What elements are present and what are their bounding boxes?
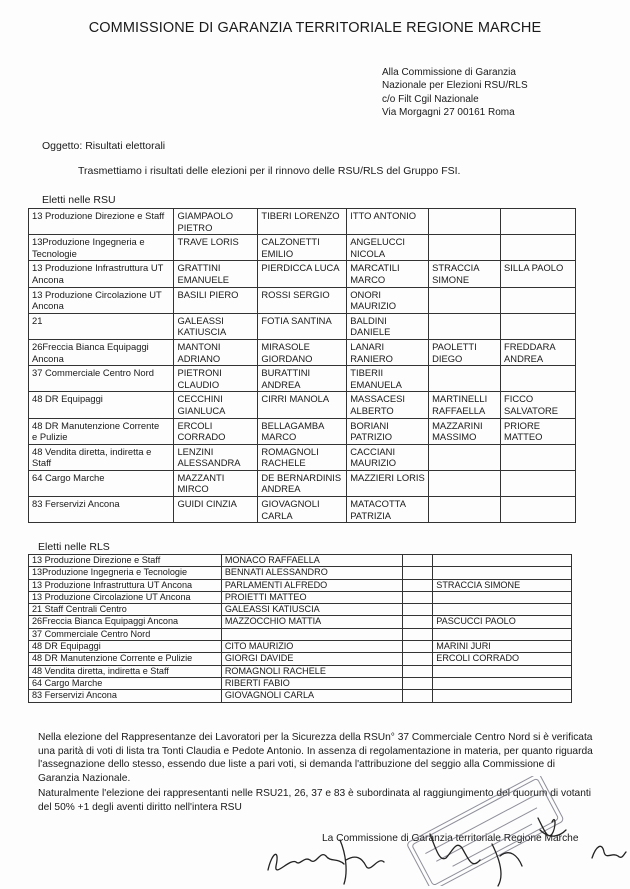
rsu-table-row <box>29 235 576 261</box>
rsu-elected-cell: BORIANI PATRIZIO <box>347 418 429 444</box>
rsu-unit-cell: 13 Produzione Circolazione UT Ancona <box>29 287 174 313</box>
rsu-elected-cell: ERCOLI CORRADO <box>174 418 258 444</box>
rls-elected-cell <box>403 579 433 591</box>
rsu-elected-cell <box>429 287 501 313</box>
rsu-unit-cell: 64 Cargo Marche <box>29 470 174 496</box>
rsu-table-row <box>29 339 576 365</box>
rsu-elected-cell: MATACOTTA PATRIZIA <box>347 497 429 523</box>
rls-unit-cell: 48 Vendita diretta, indiretta e Staff <box>29 665 222 677</box>
rls-elected-cell <box>403 690 433 702</box>
rls-table-row <box>29 628 572 640</box>
rls-unit-cell: 26Freccia Bianca Equipaggi Ancona <box>29 616 222 628</box>
rls-elected-cell <box>403 591 433 603</box>
rsu-elected-cell: FREDDARA ANDREA <box>501 339 576 365</box>
rls-unit-cell: 13 Produzione Direzione e Staff <box>29 555 222 567</box>
rls-elected-table <box>28 554 572 703</box>
rsu-elected-cell <box>501 209 576 235</box>
rsu-elected-cell: BALDINI DANIELE <box>347 313 429 339</box>
rsu-elected-cell <box>501 366 576 392</box>
rls-elected-cell <box>403 665 433 677</box>
rls-elected-cell <box>403 677 433 689</box>
rsu-section-label: Eletti nelle RSU <box>42 194 116 206</box>
rls-elected-cell: GALEASSI KATIUSCIA <box>221 604 403 616</box>
rls-elected-cell <box>403 628 433 640</box>
address-line: c/o Filt Cgil Nazionale <box>382 93 479 105</box>
rls-elected-cell <box>433 628 572 640</box>
rsu-table-row <box>29 392 576 418</box>
rsu-unit-cell: 13Produzione Ingegneria e Tecnologie <box>29 235 174 261</box>
rsu-elected-cell: ANGELUCCI NICOLA <box>347 235 429 261</box>
quorum-note-paragraph: Naturalmente l'elezione dei rappresentanti nelle RSU21, 26, 37 e 83 è subordinata al raggiungimento del quorum di votanti del 50% +1 degli aventi diritto nell'intera RSU <box>38 788 591 813</box>
rls-elected-cell <box>221 628 403 640</box>
rls-elected-cell <box>403 641 433 653</box>
rsu-elected-cell: PIERDICCA LUCA <box>258 261 347 287</box>
rls-unit-cell: 48 DR Equipaggi <box>29 641 222 653</box>
subject-line: Oggetto: Risultati elettorali <box>42 140 166 152</box>
rls-unit-cell: 48 DR Manutenzione Corrente e Pulizie <box>29 653 222 665</box>
rsu-elected-cell: GRATTINI EMANUELE <box>174 261 258 287</box>
rls-elected-cell <box>433 567 572 579</box>
rsu-elected-cell: ONORI MAURIZIO <box>347 287 429 313</box>
rsu-table-row <box>29 418 576 444</box>
rls-table-row <box>29 653 572 665</box>
rls-unit-cell: 13 Produzione Infrastruttura UT Ancona <box>29 579 222 591</box>
rsu-elected-cell <box>429 366 501 392</box>
rsu-table-row <box>29 366 576 392</box>
rsu-elected-cell: FICCO SALVATORE <box>501 392 576 418</box>
rsu-elected-cell: CALZONETTI EMILIO <box>258 235 347 261</box>
rls-elected-cell: STRACCIA SIMONE <box>433 579 572 591</box>
rsu-elected-cell <box>429 313 501 339</box>
rls-elected-cell <box>403 555 433 567</box>
rls-elected-cell: CITO MAURIZIO <box>221 641 403 653</box>
rls-elected-cell: GIOVAGNOLI CARLA <box>221 690 403 702</box>
rsu-elected-cell: GUIDI CINZIA <box>174 497 258 523</box>
rsu-elected-cell: CACCIANI MAURIZIO <box>347 444 429 470</box>
rsu-elected-table <box>28 208 576 523</box>
rsu-elected-cell: CECCHINI GIANLUCA <box>174 392 258 418</box>
rsu-elected-cell <box>429 470 501 496</box>
rsu-unit-cell: 37 Commerciale Centro Nord <box>29 366 174 392</box>
rsu-elected-cell: MAZZIERI LORIS <box>347 470 429 496</box>
rsu-table-row <box>29 287 576 313</box>
rsu-elected-cell: DE BERNARDINIS ANDREA <box>258 470 347 496</box>
rls-unit-cell: 37 Commerciale Centro Nord <box>29 628 222 640</box>
rsu-elected-cell: MASSACESI ALBERTO <box>347 392 429 418</box>
rls-elected-cell <box>403 604 433 616</box>
rsu-table-row <box>29 444 576 470</box>
rls-elected-cell: MONACO RAFFAELLA <box>221 555 403 567</box>
address-line: Via Morgagni 27 00161 Roma <box>382 107 515 119</box>
rls-elected-cell: ERCOLI CORRADO <box>433 653 572 665</box>
rls-elected-cell: PROIETTI MATTEO <box>221 591 403 603</box>
rsu-table-row <box>29 209 576 235</box>
rls-table-row <box>29 690 572 702</box>
rsu-elected-cell <box>429 444 501 470</box>
rls-table-row <box>29 604 572 616</box>
rsu-table-row <box>29 470 576 496</box>
rsu-elected-cell: STRACCIA SIMONE <box>429 261 501 287</box>
rsu-elected-cell: BASILI PIERO <box>174 287 258 313</box>
rls-unit-cell: 64 Cargo Marche <box>29 677 222 689</box>
rls-elected-cell <box>433 690 572 702</box>
rls-unit-cell: 13 Produzione Circolazione UT Ancona <box>29 591 222 603</box>
rsu-table-row <box>29 497 576 523</box>
rsu-elected-cell: FOTIA SANTINA <box>258 313 347 339</box>
rls-elected-cell <box>403 567 433 579</box>
rls-elected-cell <box>433 665 572 677</box>
parity-note-paragraph: Nella elezione del Rappresentanze dei Lavoratori per la Sicurezza della RSUn° 37 Commerciale Centro Nord si è verificata una parità di voti di lista tra Tonti Claudia e Pedote Antonio. In assenza di regolamentazione in materia, per quanto riguarda l'assegnazione dello stesso, essendo due liste a pari voti, si demanda l'attribuzione del seggio alla Commissione di Garanzia Nazionale. <box>38 732 593 785</box>
recipient-address <box>382 66 528 120</box>
rsu-elected-cell: MARCATILI MARCO <box>347 261 429 287</box>
rsu-elected-cell <box>501 444 576 470</box>
rsu-elected-cell: MIRASOLE GIORDANO <box>258 339 347 365</box>
rls-unit-cell: 21 Staff Centrali Centro <box>29 604 222 616</box>
rsu-unit-cell: 48 Vendita diretta, indiretta e Staff <box>29 444 174 470</box>
intro-text: Trasmettiamo i risultati delle elezioni per il rinnovo delle RSU/RLS del Gruppo FSI. <box>78 165 461 177</box>
rsu-table-row <box>29 261 576 287</box>
rls-elected-cell <box>403 653 433 665</box>
rsu-elected-cell: MANTONI ADRIANO <box>174 339 258 365</box>
rls-table-row <box>29 567 572 579</box>
rsu-elected-cell: MARTINELLI RAFFAELLA <box>429 392 501 418</box>
rls-elected-cell: MAZZOCCHIO MATTIA <box>221 616 403 628</box>
rls-elected-cell: MARINI JURI <box>433 641 572 653</box>
rsu-elected-cell: MAZZANTI MIRCO <box>174 470 258 496</box>
address-line: Alla Commissione di Garanzia <box>382 67 516 78</box>
rls-elected-cell: PASCUCCI PAOLO <box>433 616 572 628</box>
rsu-elected-cell: PAOLETTI DIEGO <box>429 339 501 365</box>
document-title: COMMISSIONE DI GARANZIA TERRITORIALE REGIONE MARCHE <box>88 20 542 36</box>
rls-table-row <box>29 579 572 591</box>
rsu-table-row <box>29 313 576 339</box>
rsu-elected-cell: LANARI RANIERO <box>347 339 429 365</box>
rsu-elected-cell <box>501 470 576 496</box>
rsu-elected-cell: MAZZARINI MASSIMO <box>429 418 501 444</box>
rsu-elected-cell: TIBERII EMANUELA <box>347 366 429 392</box>
rls-elected-cell: RIBERTI FABIO <box>221 677 403 689</box>
rsu-unit-cell: 13 Produzione Infrastruttura UT Ancona <box>29 261 174 287</box>
rls-unit-cell: 13Produzione Ingegneria e Tecnologie <box>29 567 222 579</box>
rls-unit-cell: 83 Ferservizi Ancona <box>29 690 222 702</box>
rls-table-row <box>29 591 572 603</box>
rls-elected-cell <box>403 616 433 628</box>
signature-line: La Commissione di Garanzia territoriale Regione Marche <box>322 833 579 844</box>
rsu-elected-cell <box>501 287 576 313</box>
rsu-unit-cell: 26Freccia Bianca Equipaggi Ancona <box>29 339 174 365</box>
rsu-elected-cell: SILLA PAOLO <box>501 261 576 287</box>
rsu-elected-cell <box>501 313 576 339</box>
rsu-unit-cell: 83 Ferservizi Ancona <box>29 497 174 523</box>
rsu-unit-cell: 13 Produzione Direzione e Staff <box>29 209 174 235</box>
rsu-elected-cell: ROSSI SERGIO <box>258 287 347 313</box>
rsu-elected-cell <box>429 497 501 523</box>
rsu-elected-cell: CIRRI MANOLA <box>258 392 347 418</box>
address-line: Nazionale per Elezioni RSU/RLS <box>382 80 528 92</box>
rsu-elected-cell: TRAVE LORIS <box>174 235 258 261</box>
rls-table-row <box>29 665 572 677</box>
rsu-elected-cell: TIBERI LORENZO <box>258 209 347 235</box>
rsu-elected-cell: GALEASSI KATIUSCIA <box>174 313 258 339</box>
rls-elected-cell: PARLAMENTI ALFREDO <box>221 579 403 591</box>
rsu-elected-cell: PRIORE MATTEO <box>501 418 576 444</box>
rsu-elected-cell: BELLAGAMBA MARCO <box>258 418 347 444</box>
rsu-elected-cell: PIETRONI CLAUDIO <box>174 366 258 392</box>
rsu-elected-cell: BURATTINI ANDREA <box>258 366 347 392</box>
rls-table-row <box>29 555 572 567</box>
rsu-unit-cell: 48 DR Equipaggi <box>29 392 174 418</box>
rsu-elected-cell: ITTO ANTONIO <box>347 209 429 235</box>
rls-elected-cell <box>433 677 572 689</box>
rls-elected-cell: ROMAGNOLI RACHELE <box>221 665 403 677</box>
rls-table-row <box>29 641 572 653</box>
rls-section-label: Eletti nelle RLS <box>38 541 110 553</box>
rls-elected-cell <box>433 555 572 567</box>
rls-table-row <box>29 677 572 689</box>
rsu-unit-cell: 48 DR Manutenzione Corrente e Pulizie <box>29 418 174 444</box>
rls-elected-cell <box>433 604 572 616</box>
rsu-elected-cell <box>501 235 576 261</box>
rsu-elected-cell <box>501 497 576 523</box>
rls-elected-cell: GIORGI DAVIDE <box>221 653 403 665</box>
rsu-unit-cell: 21 <box>29 313 174 339</box>
rsu-elected-cell: GIOVAGNOLI CARLA <box>258 497 347 523</box>
rls-elected-cell: BENNATI ALESSANDRO <box>221 567 403 579</box>
rls-table-row <box>29 616 572 628</box>
rsu-elected-cell: ROMAGNOLI RACHELE <box>258 444 347 470</box>
rsu-elected-cell <box>429 235 501 261</box>
rls-elected-cell <box>433 591 572 603</box>
rsu-elected-cell <box>429 209 501 235</box>
rsu-elected-cell: GIAMPAOLO PIETRO <box>174 209 258 235</box>
rsu-elected-cell: LENZINI ALESSANDRA <box>174 444 258 470</box>
